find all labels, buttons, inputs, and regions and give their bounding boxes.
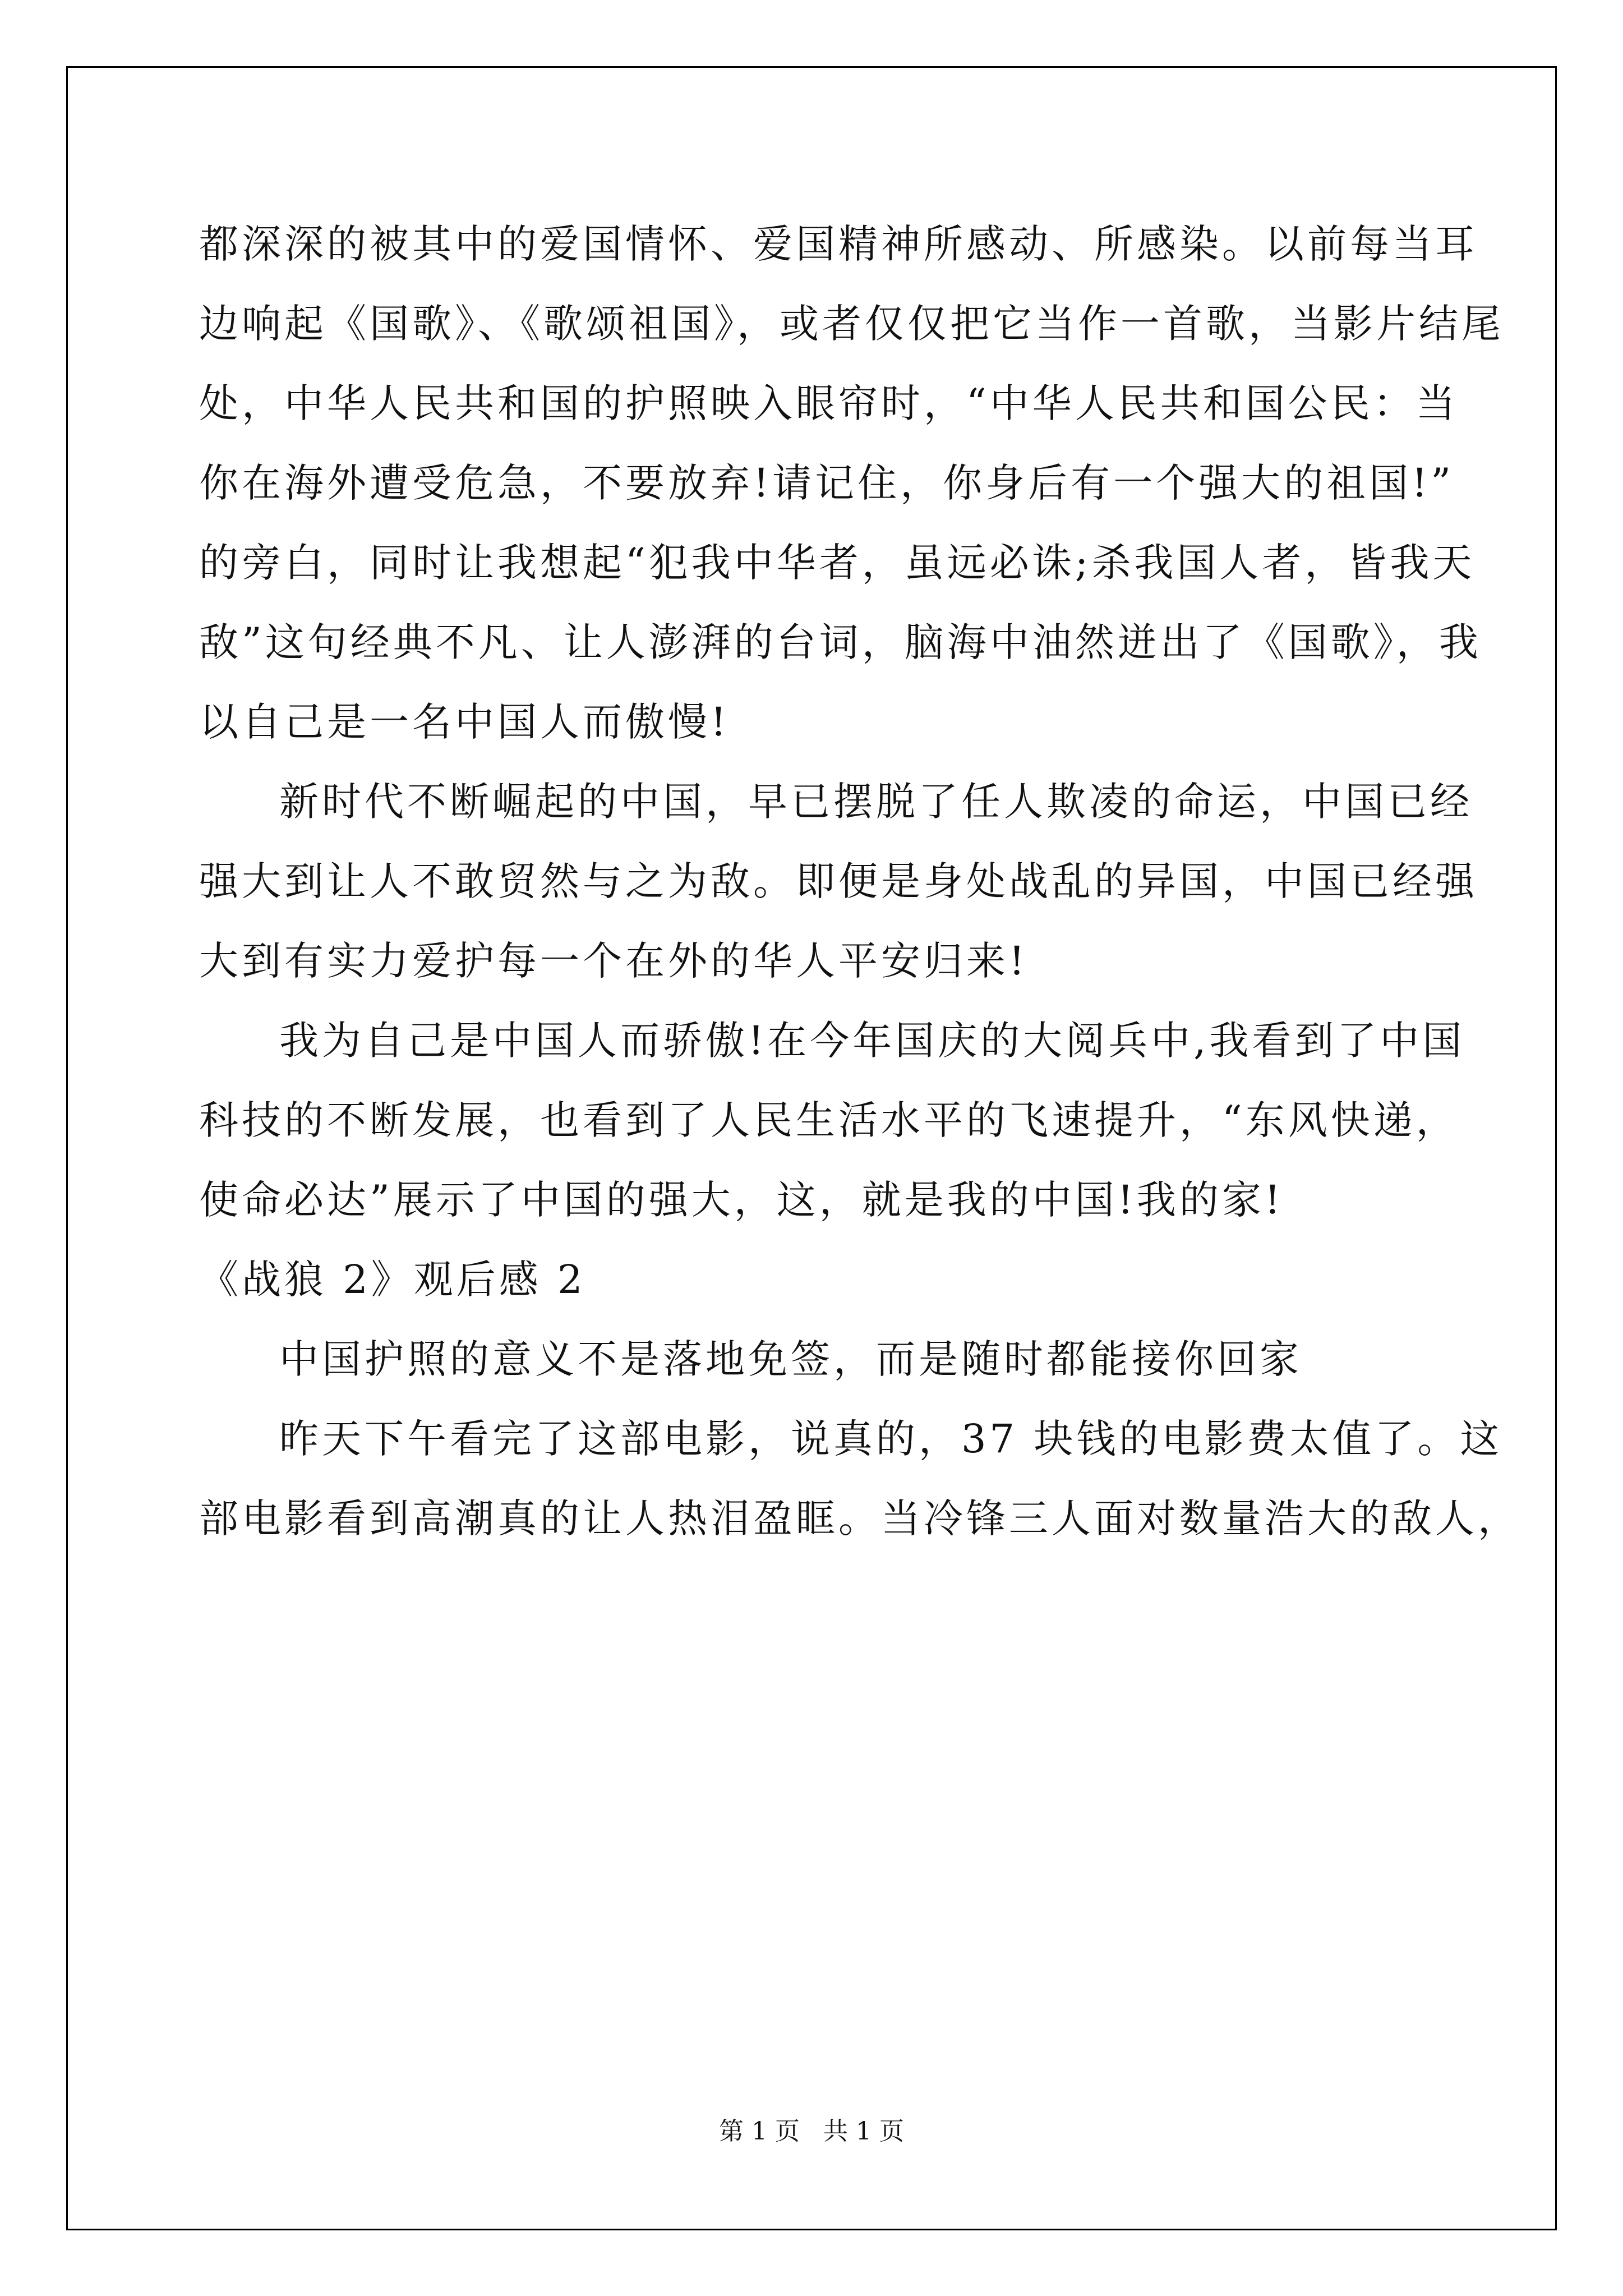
- text-line: 你在海外遭受危急，不要放弃!请记住，你身后有一个强大的祖国!”: [199, 460, 1455, 506]
- text-line: 处，中华人民共和国的护照映入眼帘时，“中华人民共和国公民：当: [199, 380, 1459, 426]
- text-line: 大到有实力爱护每一个在外的华人平安归来!: [199, 938, 1029, 984]
- text-line: 的旁白，同时让我想起“犯我中华者，虽远必诛;杀我国人者，皆我天: [199, 540, 1476, 586]
- text-line: 中国护照的意义不是落地免签，而是随时都能接你回家: [279, 1336, 1302, 1382]
- text-line: 新时代不断崛起的中国，早已摆脱了任人欺凌的命运，中国已经: [279, 779, 1473, 825]
- text-line: 边响起《国歌》、《歌颂祖国》，或者仅仅把它当作一首歌，当影片结尾: [199, 301, 1504, 347]
- section-heading: 《战狼 2》观后感 2: [199, 1257, 586, 1303]
- text-line: 科技的不断发展，也看到了人民生活水平的飞速提升，“东风快递，: [199, 1097, 1459, 1143]
- page-footer: 第 1 页 共 1 页: [719, 2117, 904, 2146]
- text-line: 强大到让人不敢贸然与之为敌。即便是身处战乱的异国，中国已经强: [199, 858, 1478, 904]
- text-line: 使命必达”展示了中国的强大，这，就是我的中国!我的家!: [199, 1177, 1284, 1223]
- text-line: 我为自己是中国人而骄傲!在今年国庆的大阅兵中,我看到了中国: [279, 1018, 1465, 1064]
- text-line: 都深深的被其中的爱国情怀、爱国精神所感动、所感染。以前每当耳: [199, 221, 1478, 267]
- text-line: 敌”这句经典不凡、让人澎湃的台词，脑海中油然迸出了《国歌》，我: [199, 619, 1482, 665]
- text-line: 以自己是一名中国人而傲慢!: [199, 699, 730, 745]
- text-line: 昨天下午看完了这部电影，说真的，37 块钱的电影费太值了。这: [279, 1416, 1503, 1462]
- text-line: 部电影看到高潮真的让人热泪盈眶。当冷锋三人面对数量浩大的敌人，: [199, 1496, 1520, 1542]
